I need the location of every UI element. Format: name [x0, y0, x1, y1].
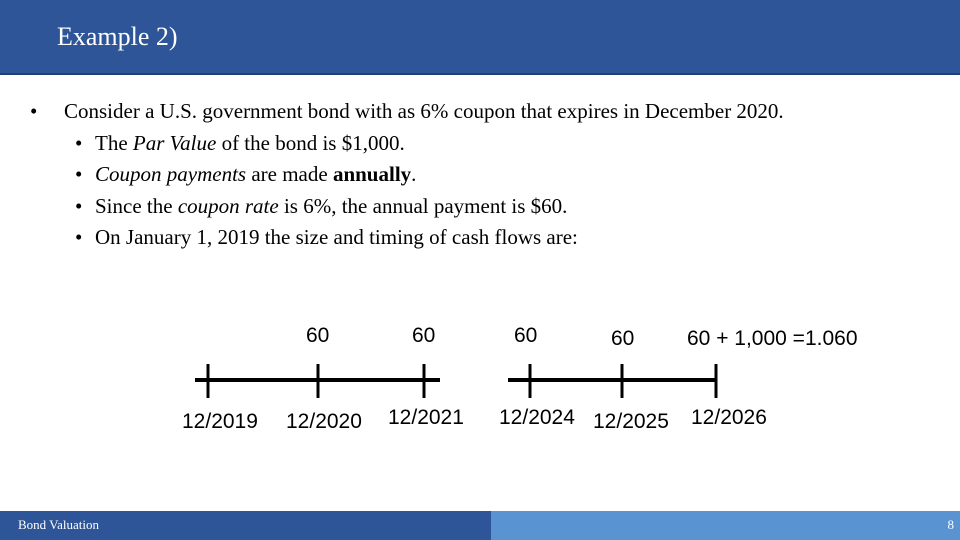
italic-run: coupon rate — [177, 193, 279, 218]
page-number: 8 — [947, 517, 954, 532]
date-label: 12/2020 — [286, 410, 362, 433]
payment-label: 60 — [514, 324, 538, 347]
text-run: of the bond is $1,000. — [216, 130, 405, 155]
italic-run: Coupon payments — [95, 162, 247, 186]
text-run: The — [95, 130, 133, 155]
bullet-text: Consider a U.S. government bond with as 6% coupon that expires in December 2020. — [64, 99, 784, 123]
footer-label: Bond Valuation — [18, 517, 100, 532]
text-run: are made — [246, 162, 333, 186]
italic-run: Par Value — [132, 130, 217, 155]
payment-label: 60 + 1,000 =1.060 — [687, 327, 858, 350]
footer-bar-right — [491, 511, 960, 540]
footer-bar-left — [0, 511, 491, 540]
bold-run: annually — [332, 162, 412, 186]
bullet-marker: • — [75, 130, 83, 155]
bullet-marker: • — [30, 99, 38, 123]
bullet-marker: • — [75, 193, 83, 218]
bullet-text: On January 1, 2019 the size and timing of cash flows are: — [95, 225, 578, 249]
payment-label: 60 — [306, 324, 330, 347]
payment-label: 60 — [412, 324, 436, 347]
text-run: is 6%, the annual payment is $60. — [278, 193, 568, 218]
bullet-marker: • — [75, 162, 83, 186]
date-label: 12/2024 — [499, 406, 575, 429]
date-label: 12/2019 — [182, 410, 258, 433]
date-label: 12/2021 — [388, 406, 464, 429]
text-run: . — [411, 162, 417, 186]
payment-label: 60 — [611, 327, 635, 350]
date-label: 12/2026 — [691, 406, 767, 429]
bullet-marker: • — [75, 225, 83, 249]
date-label: 12/2025 — [593, 410, 669, 433]
text-run: Since the — [95, 193, 178, 218]
slide-title: Example 2) — [57, 22, 178, 51]
